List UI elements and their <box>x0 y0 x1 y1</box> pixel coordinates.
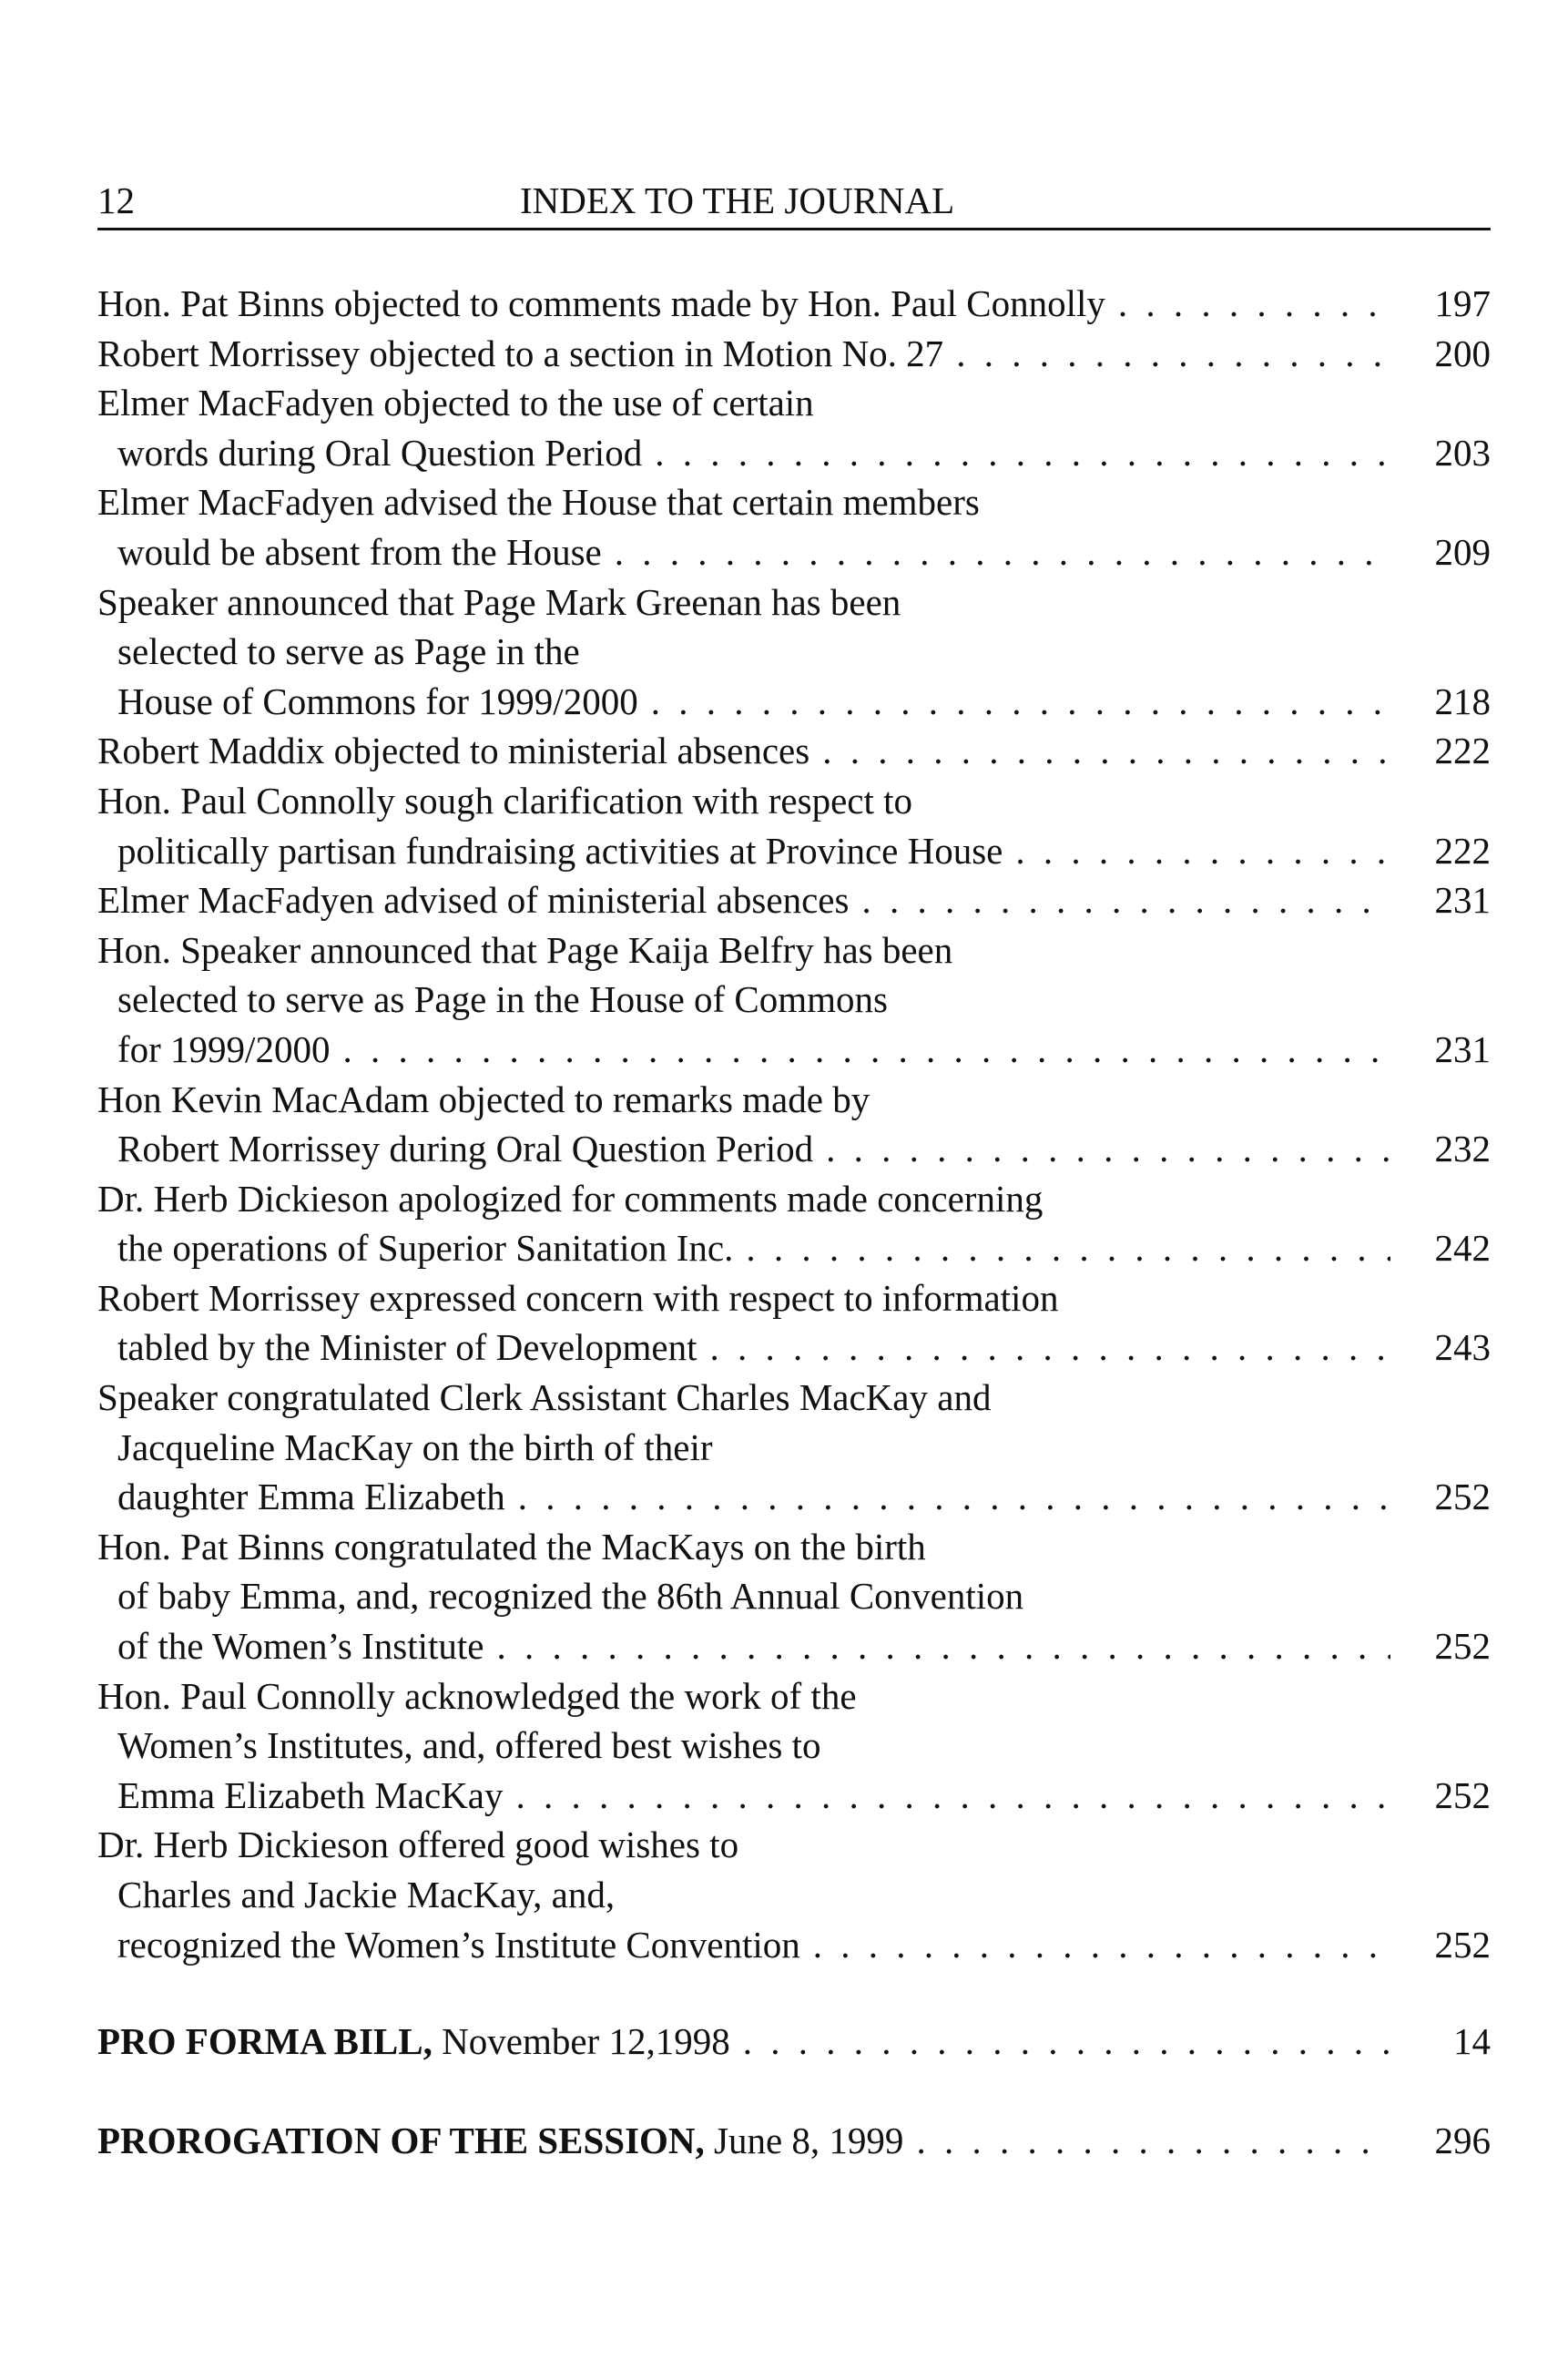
entry-text: Speaker announced that Page Mark Greenan has been <box>97 580 901 623</box>
entry-line <box>97 279 1491 329</box>
page-reference: 218 <box>1434 679 1491 722</box>
page-reference: 14 <box>1453 2020 1491 2063</box>
page-reference: 242 <box>1434 1227 1491 1270</box>
index-entry <box>97 1075 1491 1174</box>
index-entries <box>97 279 1491 1969</box>
dot-leader <box>1015 826 1390 876</box>
entry-line <box>97 726 1491 776</box>
entry-line <box>97 1671 1491 1721</box>
entry-text: Robert Morrissey expressed concern with respect to information <box>97 1276 1059 1319</box>
dot-leader <box>956 329 1390 379</box>
entry-text: Elmer MacFadyen objected to the use of certain <box>97 382 814 424</box>
index-page <box>97 173 1491 2165</box>
entry-text: for 1999/2000 <box>117 1027 331 1070</box>
page-reference: 222 <box>1434 829 1491 872</box>
entry-continuation-line <box>97 975 1491 1025</box>
entry-continuation-line <box>97 1571 1491 1621</box>
dot-leader <box>826 1124 1390 1174</box>
entry-text: Robert Maddix objected to ministerial absences <box>97 730 810 772</box>
dot-leader <box>861 875 1390 925</box>
index-entry <box>97 329 1491 379</box>
index-heading-entry <box>97 2116 1491 2166</box>
entry-continuation-line <box>97 1870 1491 1920</box>
entry-text: Dr. Herb Dickieson offered good wishes to <box>97 1823 739 1866</box>
index-entry <box>97 925 1491 1075</box>
page-reference: 197 <box>1434 282 1491 324</box>
running-title: INDEX TO THE JOURNAL <box>520 179 955 221</box>
entry-continuation-line <box>97 1025 1491 1075</box>
entry-line <box>97 378 1491 428</box>
entry-text: Robert Morrissey objected to a section in Motion No. 27 <box>97 332 944 374</box>
dot-leader <box>615 527 1390 577</box>
entry-continuation-line <box>97 1472 1491 1522</box>
index-entry <box>97 577 1491 727</box>
entry-text: Hon. Speaker announced that Page Kaija Belfry has been <box>97 928 953 971</box>
entry-continuation-line <box>97 1721 1491 1771</box>
entry-line <box>97 1820 1491 1870</box>
entry-text: Women’s Institutes, and, offered best wishes to <box>117 1724 821 1767</box>
entry-continuation-line <box>97 627 1491 677</box>
running-head <box>97 173 1491 230</box>
entry-line <box>97 577 1491 628</box>
entry-text: would be absent from the House <box>117 530 602 573</box>
entry-text: Emma Elizabeth MacKay <box>117 1773 504 1816</box>
entry-text: Elmer MacFadyen advised of ministerial absences <box>97 879 850 922</box>
dot-leader <box>822 726 1390 776</box>
dot-leader <box>916 2116 1390 2166</box>
index-entry <box>97 1522 1491 1671</box>
heading-date-text: June 8, 1999 <box>704 2119 904 2161</box>
heading-bold-text: PRO FORMA BILL, <box>97 2020 433 2063</box>
entry-text: of baby Emma, and, recognized the 86th Annual Convention <box>117 1575 1024 1618</box>
dot-leader <box>496 1621 1390 1671</box>
entry-text: Charles and Jackie MacKay, and, <box>117 1874 616 1915</box>
dot-leader <box>746 1223 1390 1273</box>
page-number: 12 <box>97 179 135 221</box>
page-reference: 200 <box>1434 332 1491 374</box>
entry-line <box>97 477 1491 527</box>
page-reference: 231 <box>1434 1027 1491 1070</box>
index-entry <box>97 1174 1491 1273</box>
entry-text: Speaker congratulated Clerk Assistant Charles MacKay and <box>97 1376 992 1419</box>
dot-leader <box>743 2017 1390 2067</box>
entry-text: recognized the Women’s Institute Convention <box>117 1923 800 1966</box>
entry-text: Hon. Paul Connolly sough clarification with respect to <box>97 779 913 822</box>
page-reference: 252 <box>1434 1773 1491 1816</box>
entry-line <box>97 925 1491 975</box>
page-reference: 252 <box>1434 1923 1491 1966</box>
entry-text: of the Women’s Institute <box>117 1625 484 1668</box>
entry-line <box>97 1075 1491 1125</box>
entry-continuation-line <box>97 1223 1491 1273</box>
index-entry <box>97 875 1491 925</box>
dot-leader <box>342 1025 1390 1075</box>
page-reference: 232 <box>1434 1128 1491 1170</box>
heading-bold-text: PROROGATION OF THE SESSION, <box>97 2119 705 2161</box>
entry-continuation-line <box>97 428 1491 478</box>
index-entry <box>97 1671 1491 1821</box>
entry-text: Dr. Herb Dickieson apologized for comments made concerning <box>97 1177 1044 1220</box>
dot-leader <box>651 677 1390 727</box>
entry-continuation-line <box>97 527 1491 577</box>
entry-text: Hon. Pat Binns objected to comments made by Hon. Paul Connolly <box>97 282 1105 324</box>
entry-continuation-line <box>97 826 1491 876</box>
entry-line <box>97 1174 1491 1224</box>
index-entry <box>97 477 1491 577</box>
page-reference: 252 <box>1434 1476 1491 1518</box>
index-entry <box>97 378 1491 477</box>
heading-text <box>97 2017 730 2067</box>
index-entry <box>97 1820 1491 1969</box>
page-reference: 231 <box>1434 879 1491 922</box>
entry-continuation-line <box>97 1771 1491 1821</box>
page-reference: 296 <box>1434 2119 1491 2161</box>
entry-continuation-line <box>97 1423 1491 1473</box>
entry-line <box>97 1273 1491 1323</box>
entry-line <box>97 329 1491 379</box>
dot-leader <box>518 1472 1390 1522</box>
entry-text: Hon. Paul Connolly acknowledged the work of the <box>97 1674 857 1717</box>
dot-leader <box>813 1920 1390 1970</box>
entry-text: selected to serve as Page in the House of Commons <box>117 978 889 1021</box>
entry-continuation-line <box>97 1323 1491 1373</box>
page-reference: 222 <box>1434 730 1491 772</box>
entry-line <box>97 776 1491 826</box>
entry-line <box>97 1373 1491 1423</box>
entry-text: Robert Morrissey during Oral Question Period <box>117 1128 814 1170</box>
entry-text: House of Commons for 1999/2000 <box>117 679 638 722</box>
index-entry <box>97 1273 1491 1373</box>
entry-text: Hon Kevin MacAdam objected to remarks made by <box>97 1078 871 1120</box>
entry-line <box>97 1522 1491 1572</box>
page-reference: 252 <box>1434 1625 1491 1668</box>
entry-text: Jacqueline MacKay on the birth of their <box>117 1425 713 1468</box>
entry-continuation-line <box>97 1621 1491 1671</box>
entry-text: the operations of Superior Sanitation Inc. <box>117 1227 734 1270</box>
entry-text: politically partisan fundraising activities at Province House <box>117 829 1003 872</box>
dot-leader <box>709 1323 1390 1373</box>
index-heading-entry <box>97 2017 1491 2067</box>
page-reference: 203 <box>1434 431 1491 474</box>
entry-text: words during Oral Question Period <box>117 431 643 474</box>
page-reference: 209 <box>1434 530 1491 573</box>
entry-text: selected to serve as Page in the <box>117 630 580 673</box>
index-entry <box>97 726 1491 776</box>
entry-text: tabled by the Minister of Development <box>117 1326 697 1369</box>
heading-text <box>97 2116 903 2166</box>
entry-text: daughter Emma Elizabeth <box>117 1476 505 1518</box>
entry-continuation-line <box>97 677 1491 727</box>
entry-continuation-line <box>97 1124 1491 1174</box>
dot-leader <box>516 1771 1391 1821</box>
entry-continuation-line <box>97 1920 1491 1970</box>
entry-text: Elmer MacFadyen advised the House that certain members <box>97 481 980 524</box>
index-entry <box>97 1373 1491 1522</box>
dot-leader <box>655 428 1390 478</box>
index-entry <box>97 776 1491 875</box>
heading-date-text: November 12,1998 <box>432 2020 730 2063</box>
dot-leader <box>1118 279 1390 329</box>
entry-line <box>97 875 1491 925</box>
index-entry <box>97 279 1491 329</box>
page-reference: 243 <box>1434 1326 1491 1369</box>
entry-text: Hon. Pat Binns congratulated the MacKays on the birth <box>97 1525 926 1568</box>
